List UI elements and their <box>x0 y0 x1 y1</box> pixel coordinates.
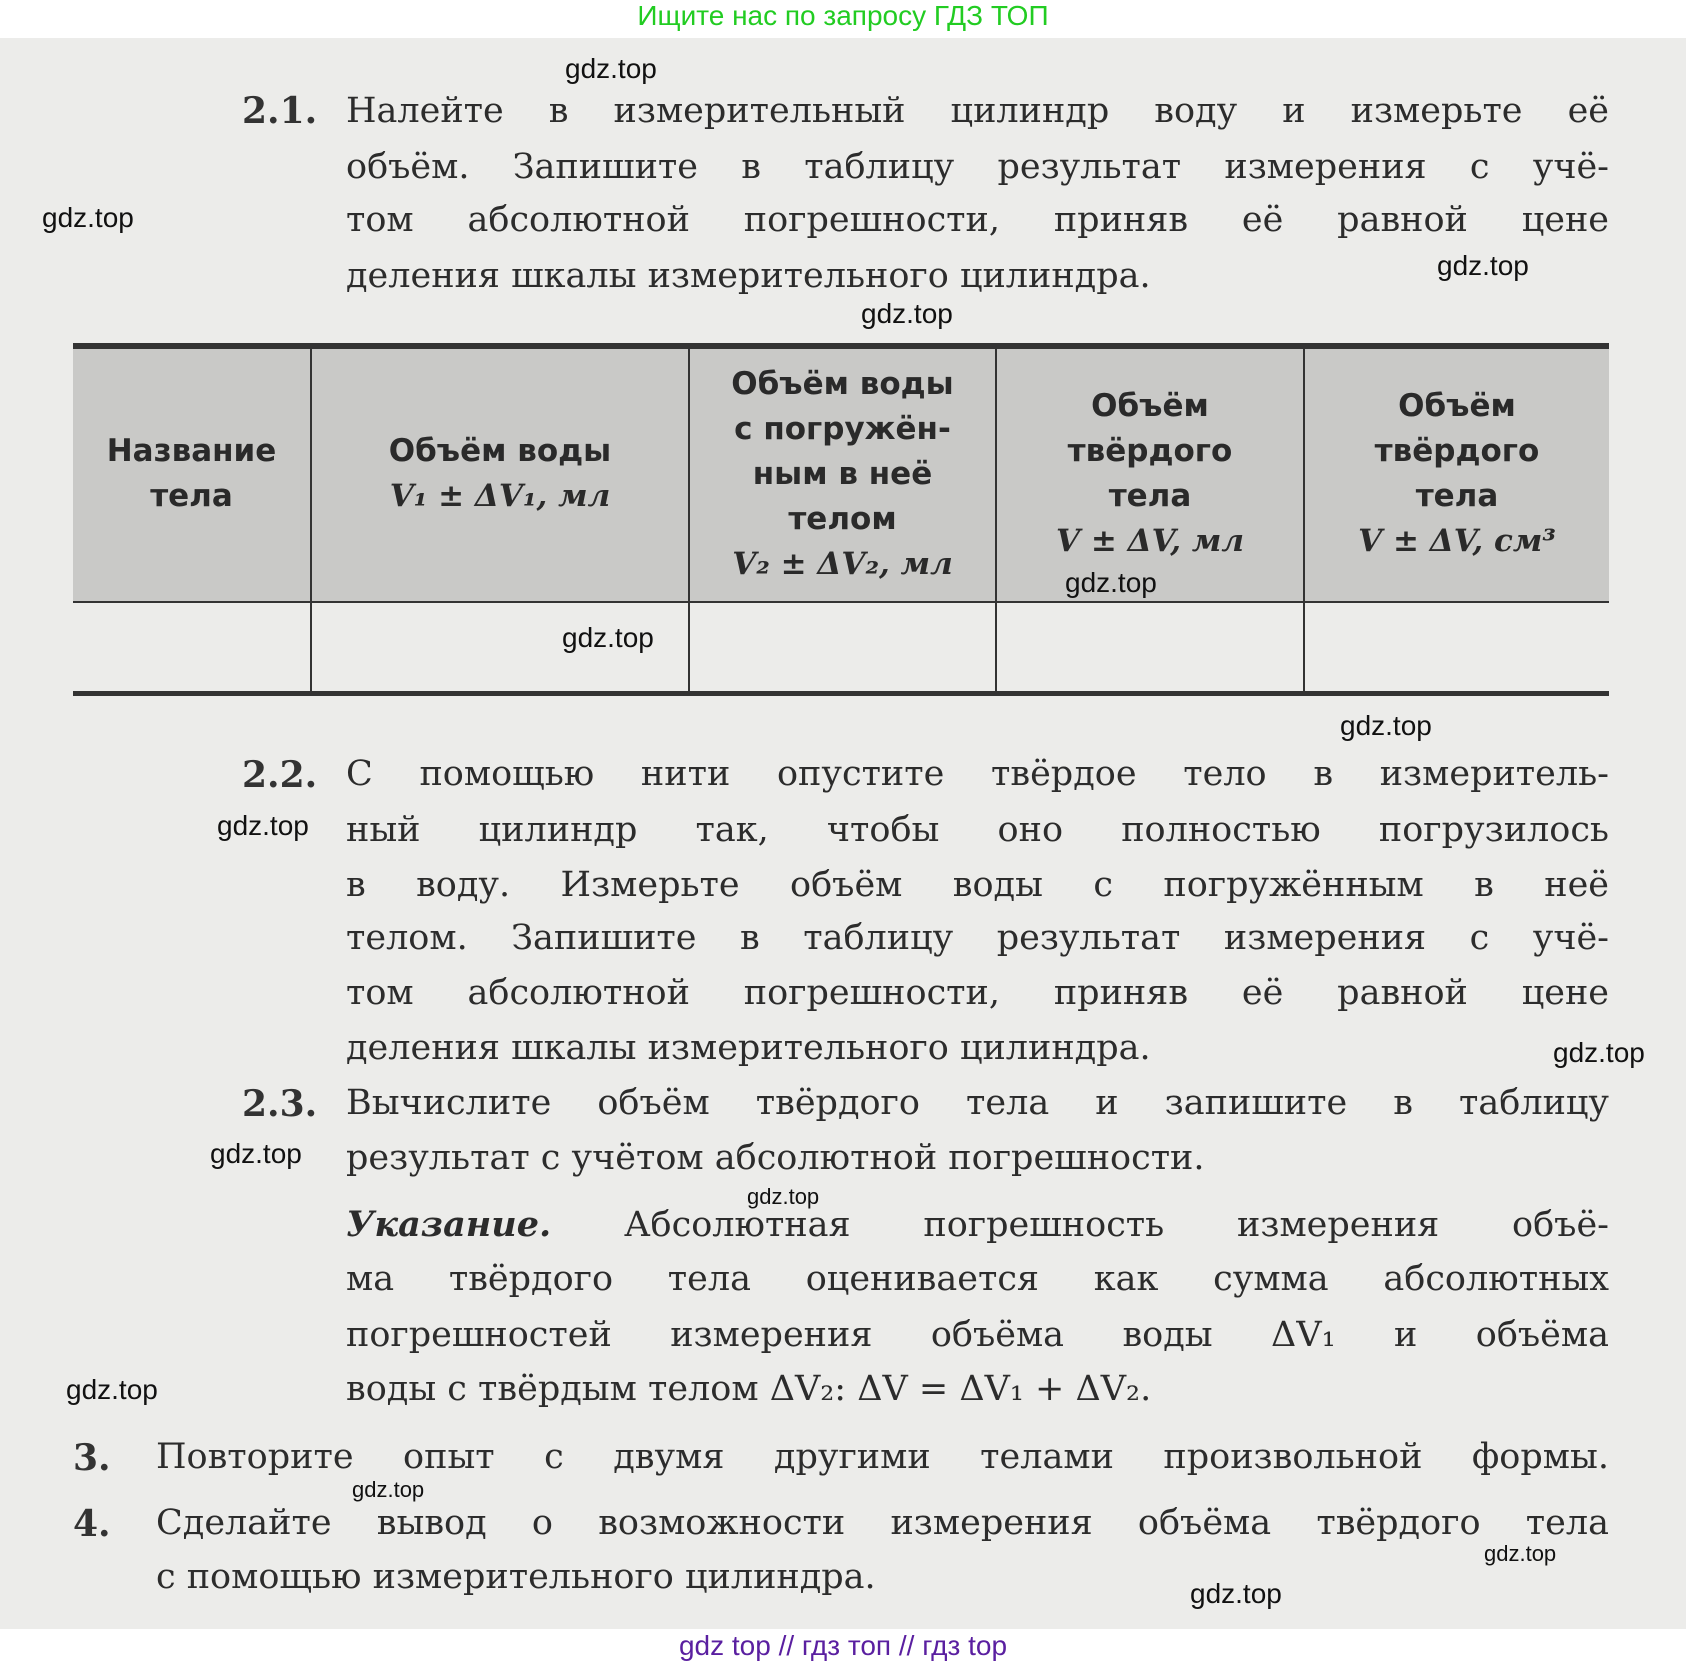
footer-links[interactable]: gdz top // гдз топ // гдз top <box>678 1630 1008 1661</box>
text-line: деления шкалы измерительного цилиндра. <box>346 256 1151 296</box>
header-text: телом <box>788 500 897 537</box>
text-line: ма твёрдого тела оценивается как сумма абсолютных <box>346 1259 1609 1299</box>
header-body-name <box>73 346 310 602</box>
header-solid-volume-cm3 <box>1305 346 1609 602</box>
step-number: 2.3. <box>242 1083 318 1125</box>
header-text: тела <box>1108 478 1192 514</box>
header-text: тела <box>150 478 233 514</box>
text-line: Повторите опыт с двумя другими телами произвольной формы. <box>156 1437 1609 1477</box>
header-text: твёрдого <box>1374 433 1540 469</box>
header-formula: V₁ ± ΔV₁, мл <box>389 478 611 514</box>
watermark: gdz.top <box>1437 250 1529 281</box>
text-line: телом. Запишите в таблицу результат измерения с учё- <box>346 918 1609 958</box>
text-line: С помощью нити опустите твёрдое тело в измеритель- <box>346 754 1609 794</box>
watermark: gdz.top <box>747 1184 820 1209</box>
watermark: gdz.top <box>1065 567 1157 598</box>
watermark: gdz.top <box>352 1477 425 1502</box>
hint-label: Указание. <box>346 1204 552 1245</box>
text-line: том абсолютной погрешности, приняв её равной цене <box>346 200 1609 240</box>
hint-first-line <box>346 1205 1609 1245</box>
text-line: с помощью измерительного цилиндра. <box>156 1557 876 1597</box>
watermark: gdz.top <box>217 810 309 841</box>
watermark: gdz.top <box>1190 1578 1282 1609</box>
header-text: Объём воды <box>388 433 612 469</box>
search-banner[interactable]: Ищите нас по запросу ГДЗ ТОП <box>637 0 1049 31</box>
step-number: 4. <box>73 1503 111 1545</box>
header-text: Объём воды <box>731 365 954 402</box>
header-text: Объём <box>1398 388 1516 424</box>
watermark: gdz.top <box>210 1138 302 1169</box>
header-formula: V₂ ± ΔV₂, мл <box>732 545 953 582</box>
text-line: Вычислите объём твёрдого тела и запишите в таблицу <box>346 1083 1609 1123</box>
table-bottom-rule <box>73 691 1609 696</box>
text-line: деления шкалы измерительного цилиндра. <box>346 1028 1151 1068</box>
text-line: объём. Запишите в таблицу результат измерения с учё- <box>346 147 1609 187</box>
header-text: с погружён- <box>734 410 951 447</box>
watermark: gdz.top <box>562 622 654 653</box>
watermark: gdz.top <box>1484 1541 1557 1566</box>
header-formula: V ± ΔV, см³ <box>1358 523 1556 559</box>
watermark: gdz.top <box>861 298 953 329</box>
step-number: 2.1. <box>242 90 318 132</box>
header-text: Объём <box>1091 388 1209 424</box>
watermark: gdz.top <box>66 1374 158 1405</box>
watermark: gdz.top <box>1340 710 1432 741</box>
watermark: gdz.top <box>1553 1037 1645 1068</box>
text-line: ный цилиндр так, чтобы оно полностью погрузилось <box>346 810 1609 850</box>
text-line: том абсолютной погрешности, приняв её равной цене <box>346 973 1609 1013</box>
watermark: gdz.top <box>42 202 134 233</box>
text-line: воды с твёрдым телом ΔV₂: ΔV = ΔV₁ + ΔV₂. <box>346 1369 1152 1409</box>
header-water-with-body-volume <box>690 346 995 602</box>
header-solid-volume-ml <box>997 346 1303 602</box>
step-number: 3. <box>73 1437 111 1479</box>
text-line: Налейте в измерительный цилиндр воду и измерьте её <box>346 91 1609 131</box>
header-text: твёрдого <box>1067 433 1233 469</box>
watermark: gdz.top <box>565 53 657 84</box>
text-line: Абсолютная погрешность измерения объё- <box>624 1205 1609 1245</box>
header-text: ным в неё <box>752 455 933 492</box>
text-line: Сделайте вывод о возможности измерения объёма твёрдого тела <box>156 1503 1609 1543</box>
text-line: в воду. Измерьте объём воды с погружённым в неё <box>346 865 1609 905</box>
step-number: 2.2. <box>242 754 318 796</box>
header-water-volume <box>312 346 688 602</box>
header-text: Название <box>106 433 277 469</box>
text-line: погрешностей измерения объёма воды ΔV₁ и объёма <box>346 1315 1609 1355</box>
header-text: тела <box>1415 478 1499 514</box>
text-line: результат с учётом абсолютной погрешности. <box>346 1138 1205 1178</box>
header-formula: V ± ΔV, мл <box>1055 523 1245 559</box>
